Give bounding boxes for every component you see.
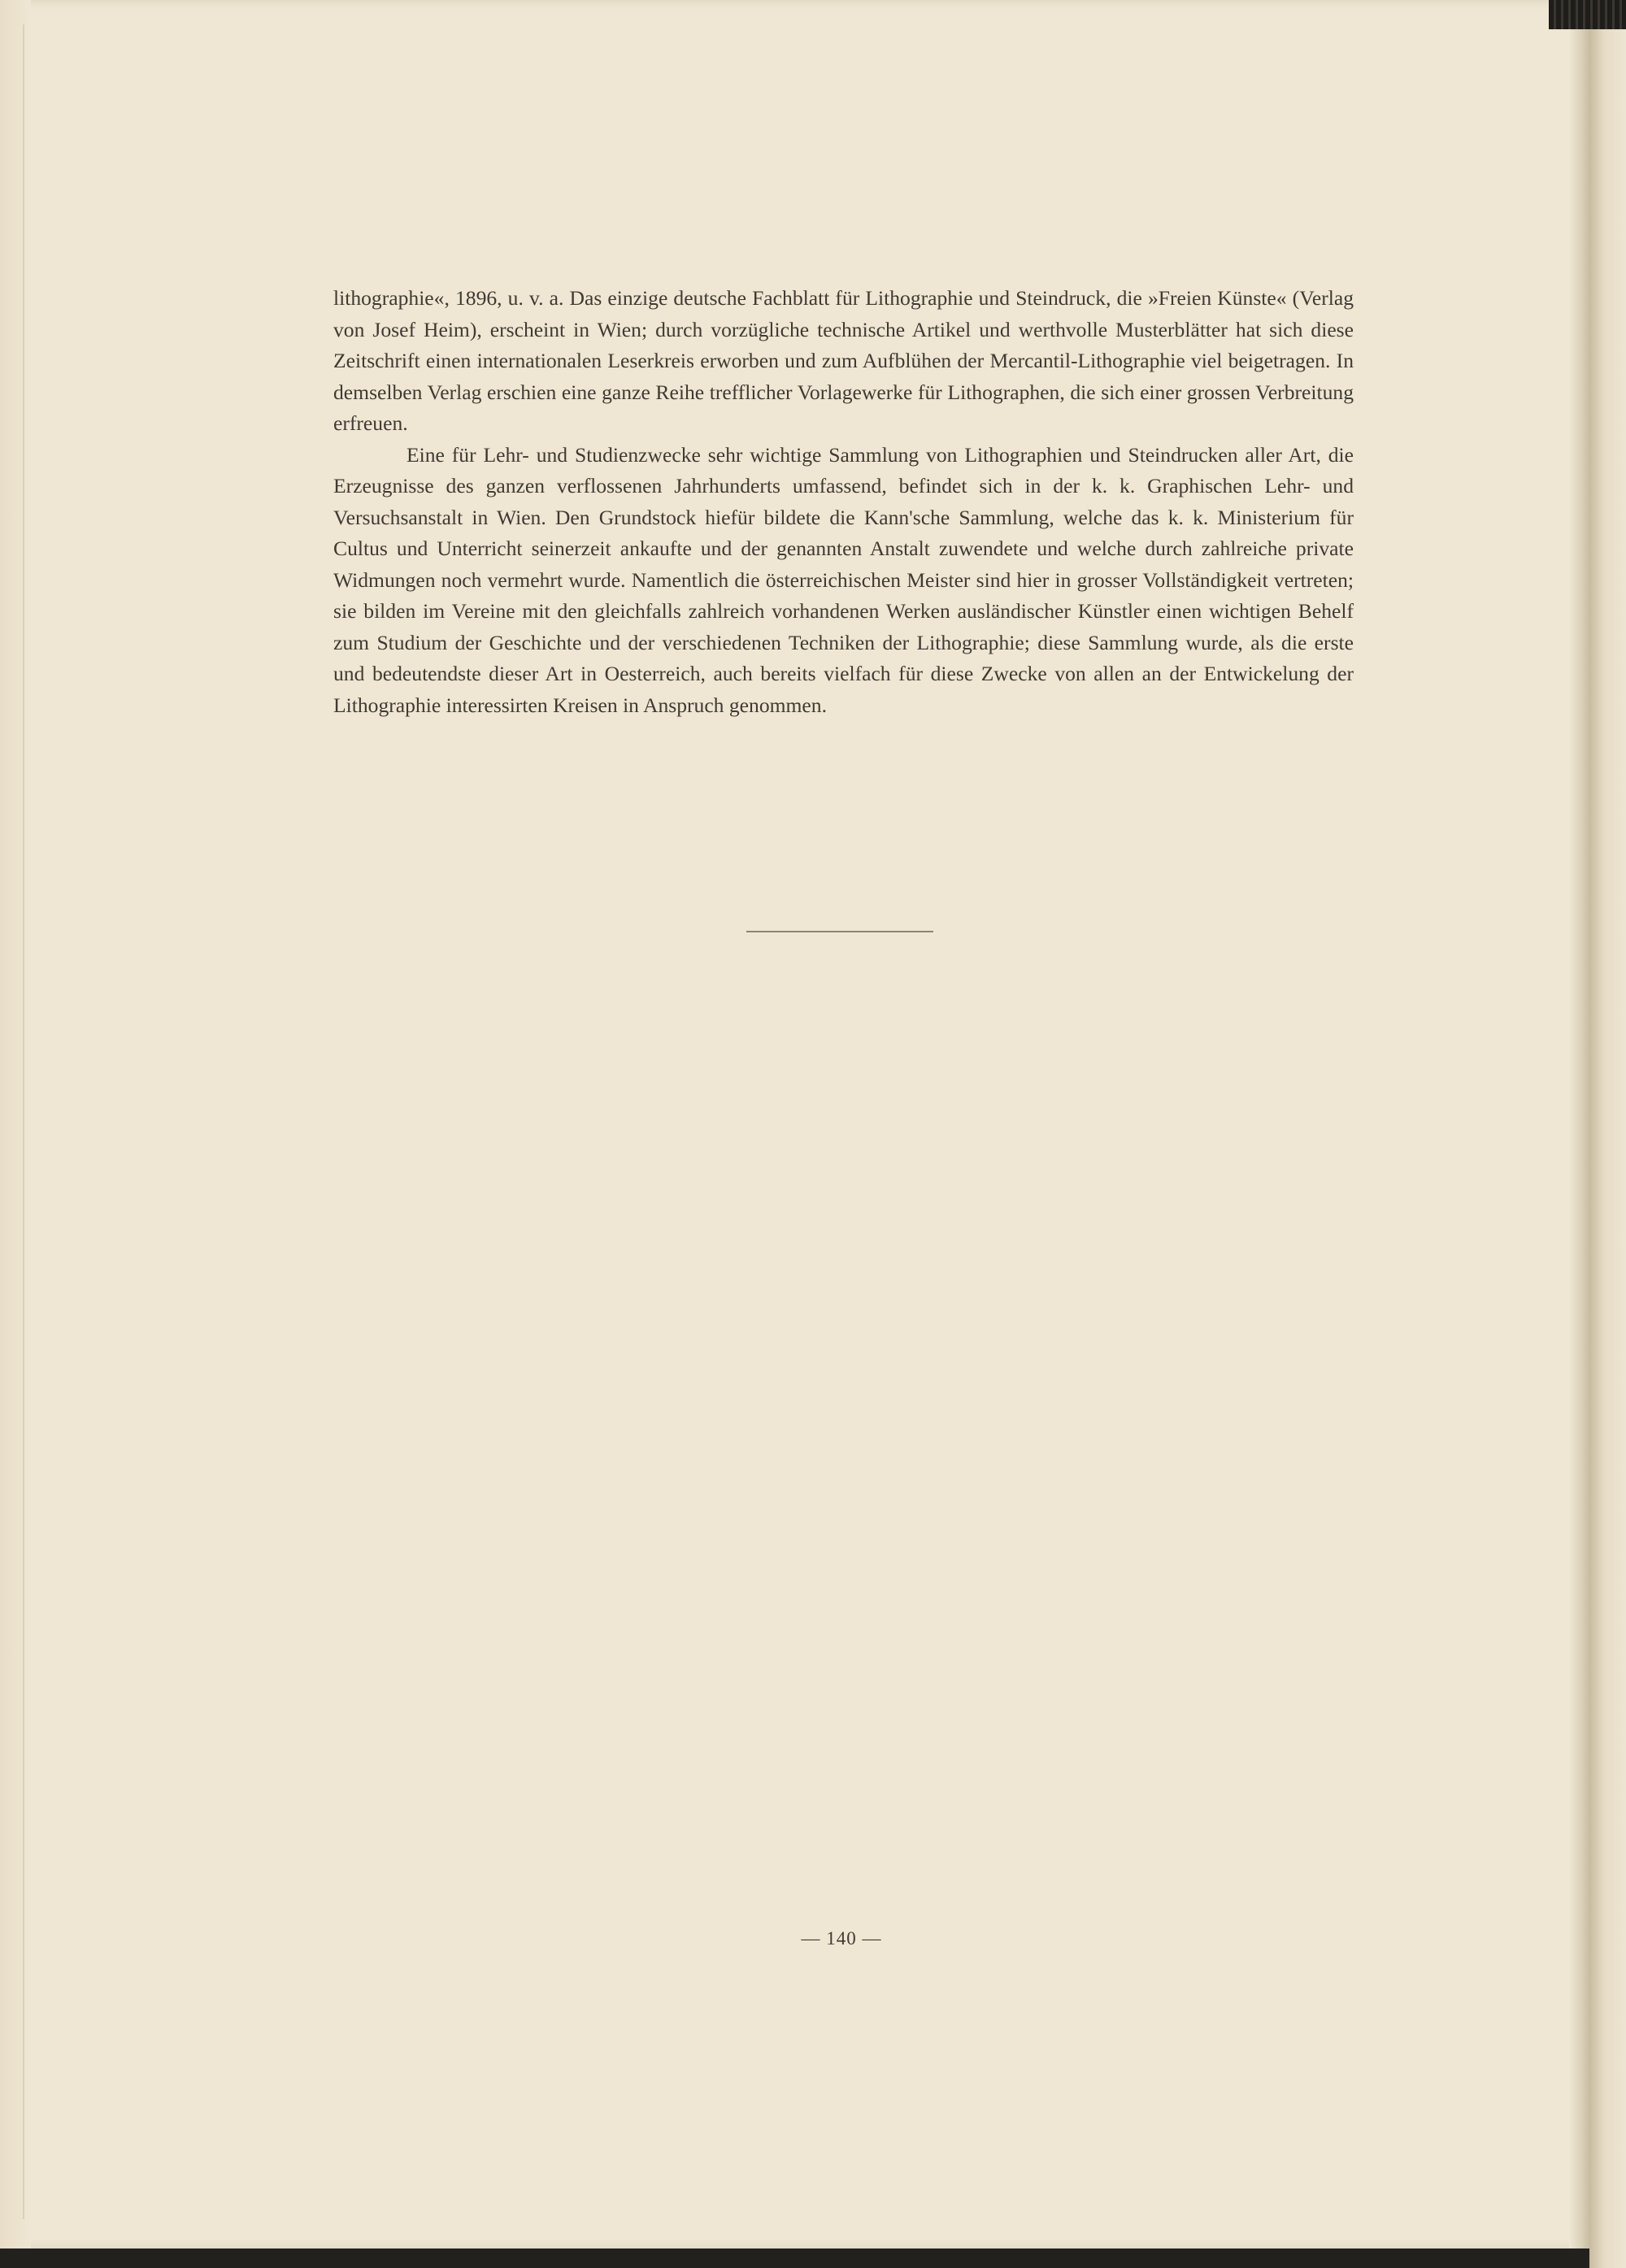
paragraph-1: lithographie«, 1896, u. v. a. Das einzige deutsche Fachblatt für Lithographie und Steindruck, die »Freien Künste« (Verlag von Josef Heim), erscheint in Wien; durch vorzügliche technische Artikel und werthvolle Musterblätter hat sich diese Zeitschrift einen internationalen Leserkreis erworben und zum Aufblühen der Mercantil-Lithographie viel beigetragen. In demselben Verlag erschien eine ganze Reihe trefflicher Vorlagewerke für Lithographen, die sich einer grossen Verbreitung erfreuen. [333,286,1354,435]
paragraph-2: Eine für Lehr- und Studienzwecke sehr wichtige Sammlung von Lithographien und Steindrucken aller Art, die Erzeugnisse des ganzen verflossenen Jahrhunderts umfassend, befindet sich in der k. k. Graphischen Lehr- und Versuchsanstalt in Wien. Den Grundstock hiefür bildete die Kann'sche Sammlung, welche das k. k. Ministerium für Cultus und Unterricht seinerzeit ankaufte und der genannten Anstalt zuwendete und welche durch zahlreiche private Widmungen noch vermehrt wurde. Namentlich die österreichischen Meister sind hier in grosser Vollständigkeit vertreten; sie bilden im Vereine mit den gleichfalls zahlreich vorhandenen Werken ausländischer Künstler einen wichtigen Behelf zum Studium der Geschichte und der verschiedenen Techniken der Lithographie; diese Sammlung wurde, als die erste und bedeutendste dieser Art in Oesterreich, auch bereits vielfach für diese Zwecke von allen an der Entwickelung der Lithographie interessirten Kreisen in Anspruch genommen. [333,442,1354,717]
page-fold-shadow [1569,0,1589,2248]
next-page-edge [1589,29,1626,2268]
body-text [333,283,1354,721]
book-spine [1549,0,1626,29]
section-divider [746,931,933,932]
page-left-edge [0,0,31,2248]
scan-bottom-border [0,2248,1589,2268]
page-number: — 140 — [801,1928,882,1949]
page-edge-line [23,24,24,2219]
